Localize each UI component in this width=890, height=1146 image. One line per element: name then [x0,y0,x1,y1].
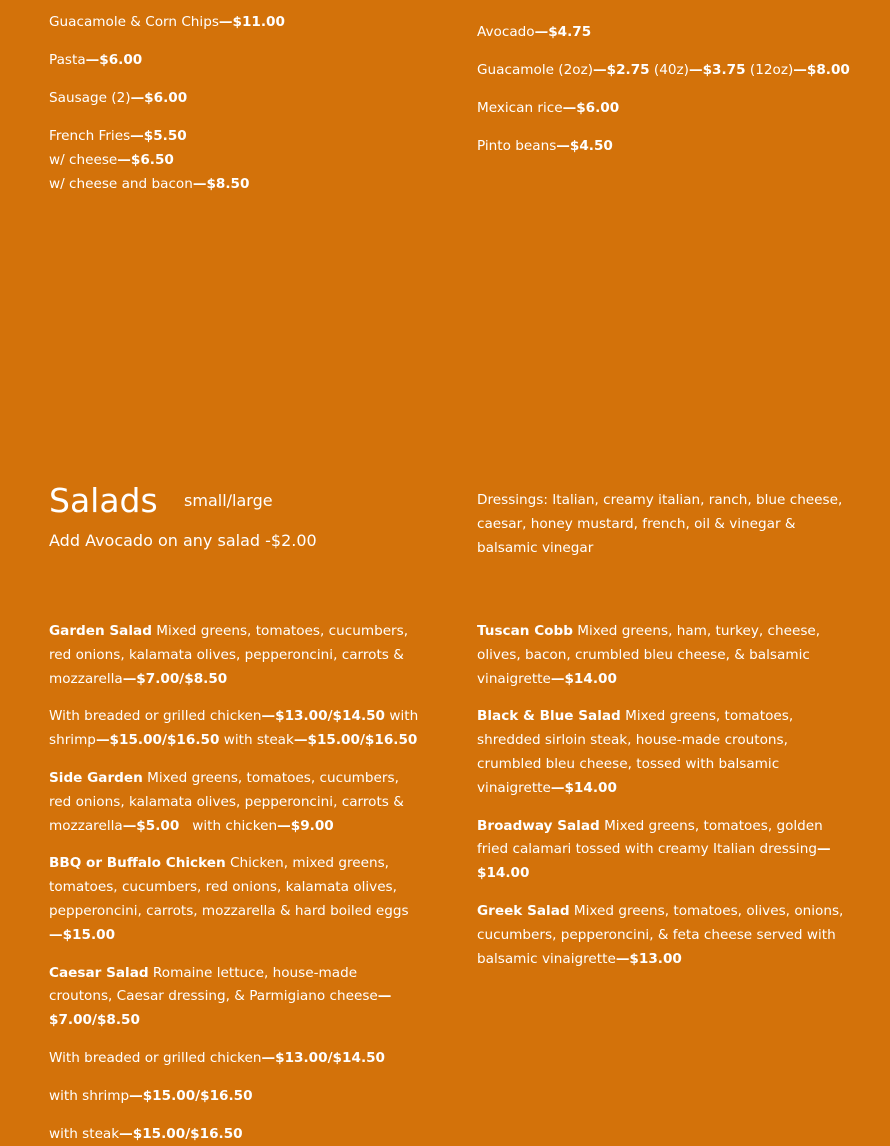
menu-item-price: —$11.00 [218,14,285,30]
salad-price: —$7.00/$8.50 [49,988,392,1029]
salad-description: Mixed greens, tomatoes, olives, onions, cucumbers, pepperoncini, & feta cheese served with balsamic vinaigrette [477,902,844,967]
menu-item-fries-cheese-bacon [49,172,424,196]
menu-item-price: —$3.75 [688,62,746,78]
menu-item-sausage [49,86,424,110]
dressings-note [477,489,845,560]
add-on-text: with shrimp [49,1087,130,1104]
salad-price: —$14.00 [550,779,617,796]
menu-item-guacamole [477,58,850,82]
salad-description: Mixed greens, ham, turkey, cheese, olives, bacon, crumbled bleu cheese, & balsamic vinaigrette [477,623,821,687]
menu-item-fries-with-cheese [49,148,424,172]
menu-item-name: w/ cheese [49,152,118,168]
salad-price: —$14.00 [550,670,617,687]
add-on-price: —$15.00/$16.50 [119,1125,243,1142]
menu-item-price: —$8.50 [192,176,250,192]
salads-title: Salads [49,481,158,520]
menu-item-name: Guacamole & Corn Chips [49,14,219,30]
menu-item-price: —$2.75 [593,62,650,78]
menu-item-name: Avocado [477,24,535,40]
add-on-text: with steak [49,1125,120,1142]
right-salads-menu [477,620,845,971]
salads-size-note: small/large [184,491,273,510]
salad-description: Chicken, mixed greens, tomatoes, cucumbers, red onions, kalamata olives, pepperoncini, carrots, mozzarella & hard boiled eggs [49,855,409,919]
menu-item-french-fries [49,124,424,148]
menu-item-price: —$6.00 [130,90,188,106]
salad-item-garden [49,620,419,691]
menu-item-name: Guacamole (2oz) [477,62,594,78]
add-on-steak-text: with steak [219,732,294,749]
menu-item-name: Sausage (2) [49,90,131,106]
caesar-add-on-shrimp [49,1085,419,1109]
menu-item-price: —$6.50 [117,152,174,168]
add-on-chicken-price: —$13.00/$14.50 [261,708,386,725]
avocado-add-note: Add Avocado on any salad -$2.00 [49,531,317,550]
salad-description: Romaine lettuce, house-made croutons, Caesar dressing, & Parmigiano cheese [49,964,378,1005]
salad-description: Mixed greens, tomatoes, cucumbers, red onions, kalamata olives, pepperoncini, carrots & mozzarella [49,769,404,834]
caesar-add-on-steak [49,1123,419,1146]
menu-item-price: —$6.00 [562,100,620,116]
salad-name: Broadway Salad [477,817,600,834]
salad-item-greek [477,900,845,971]
menu-item-price: —$4.50 [556,138,613,154]
salad-price: —$7.00/$8.50 [122,670,228,687]
salad-name: Tuscan Cobb [477,623,573,639]
salad-name: Side Garden [49,769,143,786]
salad-description: Mixed greens, tomatoes, golden fried calamari tossed with creamy Italian dressing [477,817,823,858]
salad-name: Caesar Salad [49,964,149,981]
add-on-chicken-text: with chicken [179,817,278,834]
menu-item-price: —$6.00 [85,52,143,68]
salad-name: Greek Salad [477,902,570,919]
add-on-shrimp-text: with shrimp [49,708,419,749]
salad-item-bbq-buffalo-chicken [49,852,419,947]
salad-price: —$14.00 [477,841,831,882]
menu-item-price: —$8.00 [793,62,850,78]
salad-add-ons-garden [49,705,419,753]
salad-item-broadway [477,815,845,886]
salad-item-black-blue [477,705,845,800]
add-on-text: With breaded or grilled chicken [49,1049,262,1066]
add-on-steak-price: —$15.00/$16.50 [293,732,418,749]
add-on-shrimp-price: —$15.00/$16.50 [95,732,220,749]
dressings-text: Dressings: Italian, creamy italian, ranch, blue cheese, caesar, honey mustard, french, oil & vinegar & balsamic vinegar [477,492,843,556]
menu-item-avocado [477,20,845,44]
add-on-price: —$13.00/$14.50 [261,1049,386,1066]
add-on-chicken-text: With breaded or grilled chicken [49,708,262,725]
salad-item-tuscan-cobb [477,620,845,691]
salad-description: Mixed greens, tomatoes, shredded sirloin steak, house-made croutons, crumbled bleu cheese, tossed with balsamic vinaigrette [477,708,794,796]
menu-item-pinto-beans [477,134,845,158]
menu-item-size: (40z) [649,62,689,78]
left-salads-menu [49,620,419,1146]
menu-item-mexican-rice [477,96,845,120]
salad-name: Garden Salad [49,623,152,639]
menu-item-name: Pasta [49,52,86,68]
menu-item-name: Mexican rice [477,100,563,116]
salad-price: —$5.00 [122,817,180,834]
top-right-sides-menu [477,20,850,158]
top-left-sides-menu [49,10,424,196]
add-on-chicken-price: —$9.00 [277,817,334,834]
menu-item-guacamole-corn-chips [49,10,424,34]
salad-price: —$13.00 [615,950,682,967]
add-on-price: —$15.00/$16.50 [129,1087,253,1104]
salad-price: —$15.00 [49,926,116,943]
menu-item-size: (12oz) [745,62,794,78]
caesar-add-on-chicken [49,1047,419,1071]
menu-item-price: —$4.75 [534,24,592,40]
menu-item-name: Pinto beans [477,138,557,154]
salad-item-caesar [49,962,419,1033]
salads-heading [49,480,273,522]
menu-item-price: —$5.50 [130,128,187,144]
salad-item-side-garden [49,767,419,838]
menu-item-name: w/ cheese and bacon [49,176,193,192]
menu-item-name: French Fries [49,128,131,144]
salad-description: Mixed greens, tomatoes, cucumbers, red onions, kalamata olives, pepperoncini, carrots & mozzarella [49,623,409,687]
menu-item-pasta [49,48,424,72]
salad-name: Black & Blue Salad [477,708,621,725]
salad-name: BBQ or Buffalo Chicken [49,855,226,872]
